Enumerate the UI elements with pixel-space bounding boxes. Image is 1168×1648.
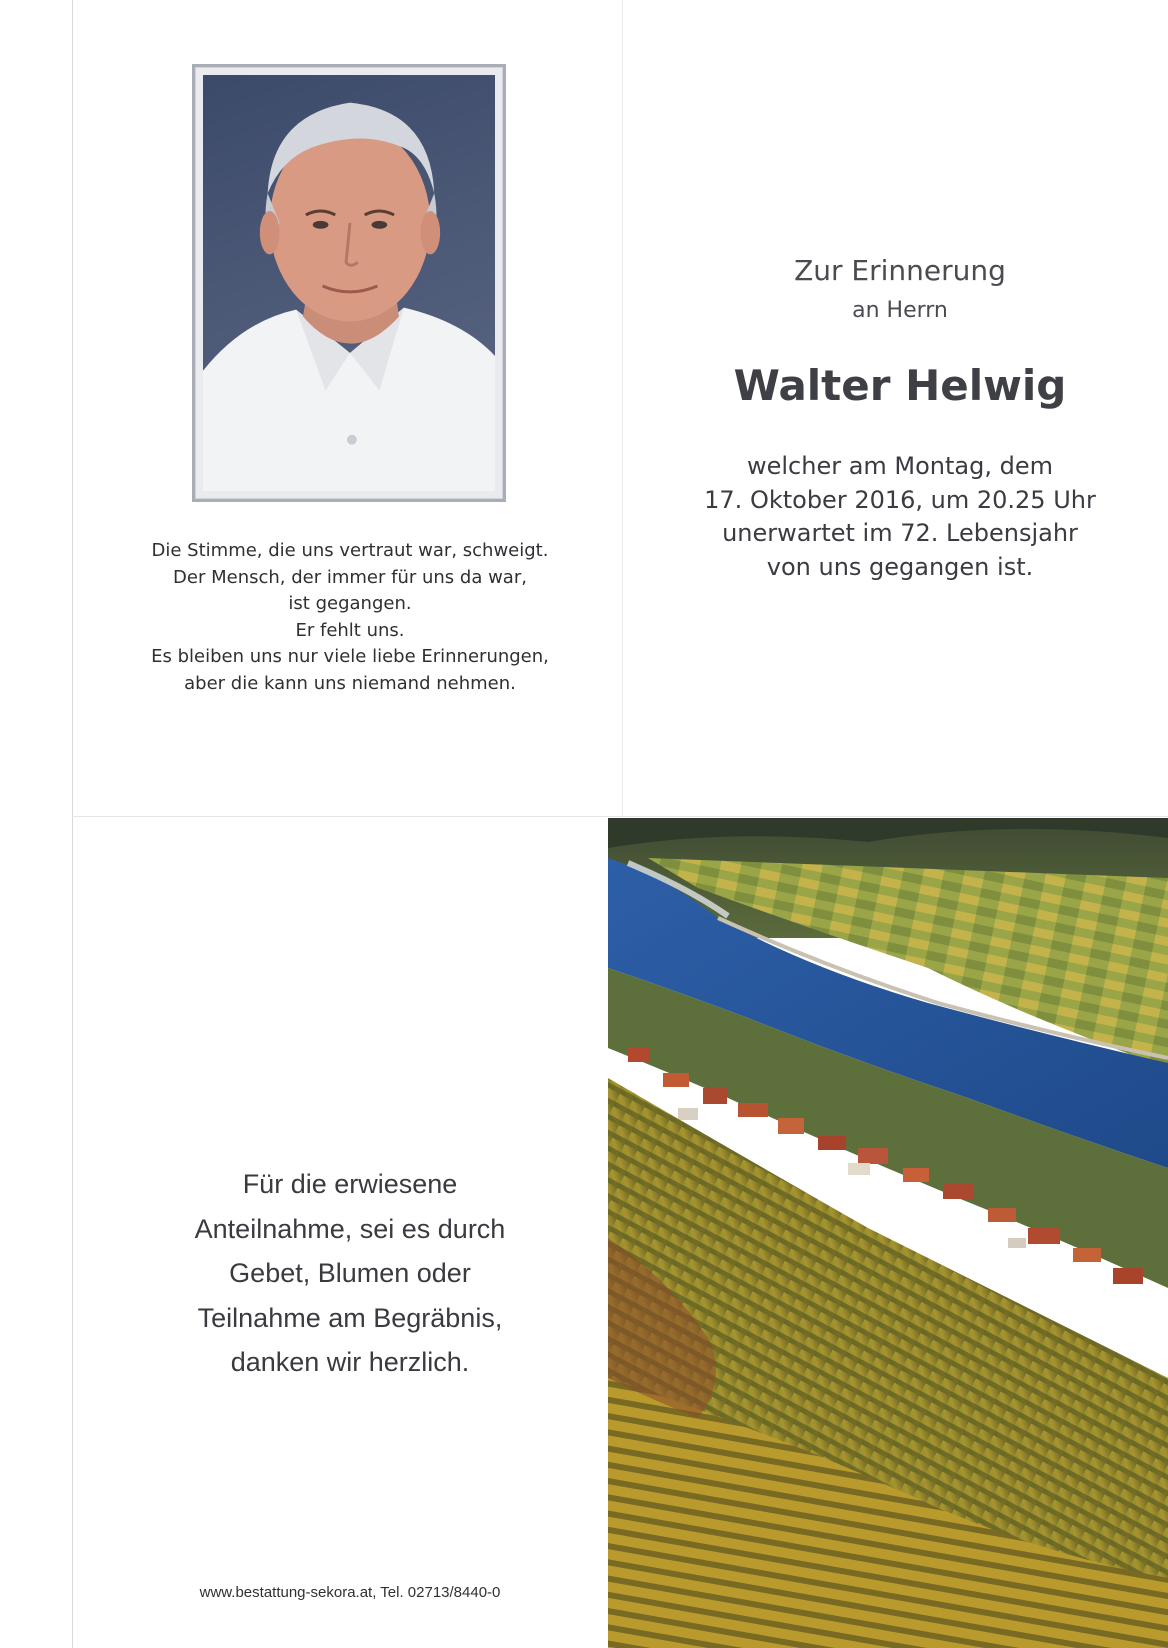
portrait-photo bbox=[203, 75, 495, 491]
poem-line: ist gegangen. bbox=[288, 593, 412, 614]
portrait-illustration bbox=[203, 75, 495, 491]
death-notice-line: welcher am Montag, dem bbox=[746, 452, 1054, 480]
memorial-addressee: an Herrn bbox=[852, 298, 948, 323]
thanks-line: Gebet, Blumen oder bbox=[229, 1258, 471, 1288]
footer-contact: www.bestattung-sekora.at, Tel. 02713/8440-0 bbox=[199, 1584, 501, 1601]
poem-line: Er fehlt uns. bbox=[295, 619, 405, 641]
memorial-intro: Zur Erinnerung bbox=[794, 254, 1006, 287]
thanks-line: Für die erwiesene bbox=[242, 1169, 458, 1199]
thanks-line: Teilnahme am Begräbnis, bbox=[197, 1302, 503, 1333]
poem bbox=[100, 538, 600, 697]
portrait-frame bbox=[192, 64, 506, 502]
card-edge bbox=[72, 0, 73, 1648]
landscape-photo bbox=[608, 818, 1168, 1648]
fold-line-vertical bbox=[622, 0, 623, 816]
fold-line-horizontal bbox=[72, 816, 1168, 817]
death-notice-line: 17. Oktober 2016, um 20.25 Uhr bbox=[704, 485, 1096, 514]
thanks-message bbox=[150, 1162, 550, 1385]
landscape-illustration bbox=[608, 818, 1168, 1648]
thanks-line: danken wir herzlich. bbox=[230, 1347, 470, 1377]
poem-line: Es bleiben uns nur viele liebe Erinnerungen, bbox=[151, 646, 549, 667]
memorial-block bbox=[700, 252, 1100, 584]
death-notice-line: von uns gegangen ist. bbox=[766, 552, 1034, 581]
death-notice-line: unerwartet im 72. Lebensjahr bbox=[722, 519, 1078, 547]
death-notice bbox=[700, 450, 1100, 584]
thanks-line: Anteilnahme, sei es durch bbox=[194, 1213, 506, 1244]
deceased-name: Walter Helwig bbox=[733, 361, 1067, 410]
poem-line: Die Stimme, die uns vertraut war, schweigt. bbox=[151, 540, 549, 561]
poem-line: Der Mensch, der immer für uns da war, bbox=[173, 566, 527, 588]
poem-line: aber die kann uns niemand nehmen. bbox=[184, 672, 516, 694]
